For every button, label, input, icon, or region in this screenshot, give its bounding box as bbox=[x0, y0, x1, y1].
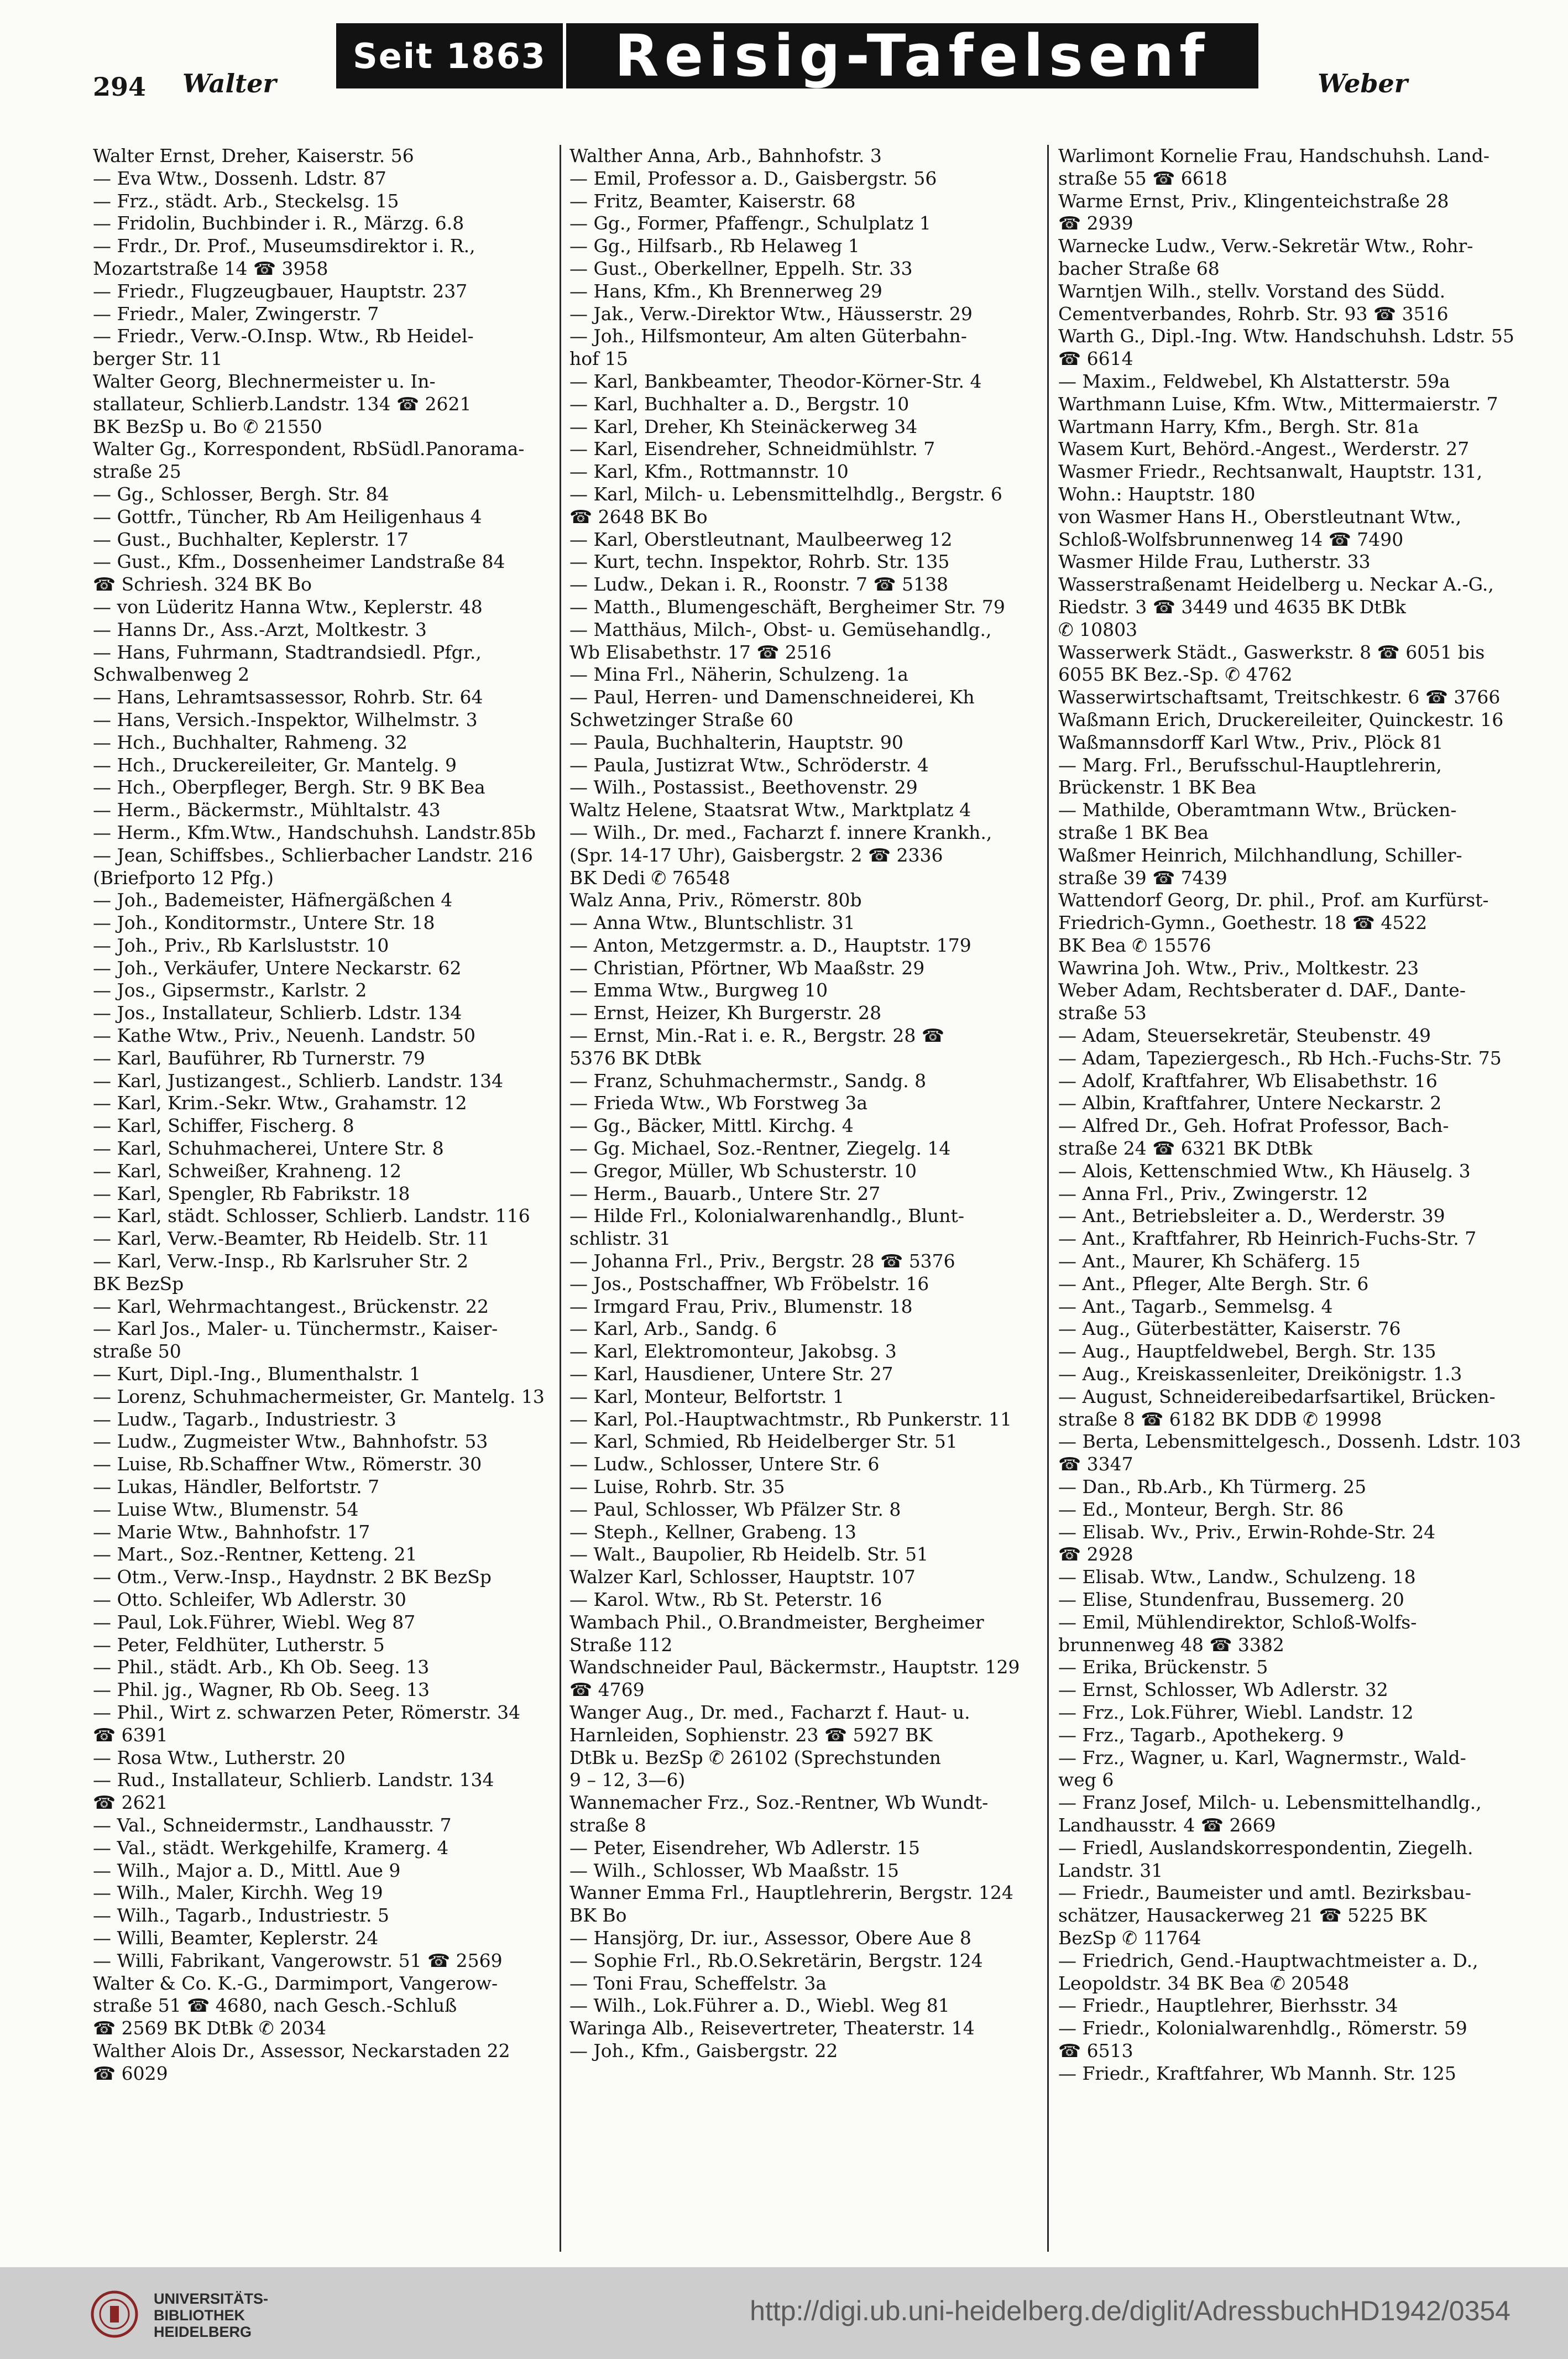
directory-entry: — Gg., Hilfsarb., Rb Helaweg 1 bbox=[569, 235, 860, 257]
directory-entry: — Ludw., Schlosser, Untere Str. 6 bbox=[569, 1453, 880, 1475]
directory-entry: — Berta, Lebensmittelgesch., Dossenh. Ldstr. 103 bbox=[1058, 1431, 1522, 1453]
directory-entry: — Karl, Pol.-Hauptwachtmstr., Rb Punkerstr. 11 bbox=[569, 1408, 1012, 1430]
directory-entry: Warme Ernst, Priv., Klingenteichstraße 28 bbox=[1058, 190, 1449, 212]
directory-entry: — Gg., Bäcker, Mittl. Kirchg. 4 bbox=[569, 1115, 854, 1137]
directory-entry: Friedrich-Gymn., Goethestr. 18 ☎ 4522 bbox=[1058, 912, 1428, 934]
directory-entry: — Christian, Pförtner, Wb Maaßstr. 29 bbox=[569, 957, 925, 979]
directory-entry: ☎ 2928 bbox=[1058, 1543, 1133, 1565]
directory-entry: — Friedl, Auslandskorrespondentin, Ziegelh. bbox=[1058, 1836, 1473, 1859]
directory-entry: — Dan., Rb.Arb., Kh Türmerg. 25 bbox=[1058, 1476, 1367, 1498]
directory-entry: — Karl, Milch- u. Lebensmittelhdlg., Bergstr. 6 bbox=[569, 483, 1002, 505]
directory-entry: Walz Anna, Priv., Römerstr. 80b bbox=[569, 889, 862, 911]
directory-entry: — Peter, Eisendreher, Wb Adlerstr. 15 bbox=[569, 1836, 921, 1859]
directory-entry: — Ernst, Min.-Rat i. e. R., Bergstr. 28 ☎ bbox=[569, 1025, 944, 1047]
directory-entry: straße 50 bbox=[93, 1340, 181, 1363]
directory-entry: — Joh., Konditormstr., Untere Str. 18 bbox=[93, 912, 435, 934]
directory-entry: — Irmgard Frau, Priv., Blumenstr. 18 bbox=[569, 1295, 913, 1317]
directory-entry: Wattendorf Georg, Dr. phil., Prof. am Kurfürst- bbox=[1058, 889, 1489, 911]
directory-entry: — Ludw., Tagarb., Industriestr. 3 bbox=[93, 1408, 396, 1430]
directory-entry: Riedstr. 3 ☎ 3449 und 4635 BK DtBk bbox=[1058, 596, 1406, 618]
directory-entry: — Paul, Lok.Führer, Wiebl. Weg 87 bbox=[93, 1611, 416, 1633]
directory-entry: — Rud., Installateur, Schlierb. Landstr. 134 bbox=[93, 1769, 494, 1791]
directory-entry: — Karl Jos., Maler- u. Tünchermstr., Kaiser- bbox=[93, 1318, 498, 1340]
directory-entry: — Karl, Buchhalter a. D., Bergstr. 10 bbox=[569, 393, 910, 415]
directory-entry: ☎ 6391 bbox=[93, 1724, 168, 1746]
directory-entry: — Friedrich, Gend.-Hauptwachtmeister a. D., bbox=[1058, 1949, 1478, 1971]
directory-entry: — Joh., Kfm., Gaisbergstr. 22 bbox=[569, 2039, 838, 2061]
directory-entry: Walther Anna, Arb., Bahnhofstr. 3 bbox=[569, 145, 882, 166]
directory-entry: — Kurt, Dipl.-Ing., Blumenthalstr. 1 bbox=[93, 1363, 421, 1385]
directory-entry: — Karl, Arb., Sandg. 6 bbox=[569, 1318, 777, 1340]
directory-entry: — Karl, Verw.-Insp., Rb Karlsruher Str. 2 bbox=[93, 1250, 469, 1272]
directory-entry: ☎ 2939 bbox=[1058, 212, 1133, 234]
directory-entry: — Ed., Monteur, Bergh. Str. 86 bbox=[1058, 1498, 1344, 1520]
directory-entry: — Frz., Tagarb., Apothekerg. 9 bbox=[1058, 1724, 1344, 1746]
directory-entry: Waringa Alb., Reisevertreter, Theaterstr. 14 bbox=[569, 2017, 975, 2039]
directory-entry: Wawrina Joh. Wtw., Priv., Moltkestr. 23 bbox=[1058, 957, 1419, 979]
directory-entry: — Karl, Oberstleutnant, Maulbeerweg 12 bbox=[569, 528, 953, 550]
directory-entry: — Gg. Michael, Soz.-Rentner, Ziegelg. 14 bbox=[569, 1137, 951, 1160]
directory-entry: — Herm., Bäckermstr., Mühltalstr. 43 bbox=[93, 799, 441, 821]
directory-entry: — Jos., Installateur, Schlierb. Ldstr. 134 bbox=[93, 1002, 462, 1024]
directory-entry: — Ant., Tagarb., Semmelsg. 4 bbox=[1058, 1295, 1333, 1317]
directory-entry: — Paula, Buchhalterin, Hauptstr. 90 bbox=[569, 731, 903, 753]
directory-entry: — Phil., städt. Arb., Kh Ob. Seeg. 13 bbox=[93, 1656, 430, 1678]
directory-entry: — Ant., Maurer, Kh Schäferg. 15 bbox=[1058, 1250, 1361, 1272]
directory-entry: Landhausstr. 4 ☎ 2669 bbox=[1058, 1814, 1276, 1836]
directory-entry: — Anna Frl., Priv., Zwingerstr. 12 bbox=[1058, 1182, 1368, 1204]
directory-entry: — Alois, Kettenschmied Wtw., Kh Häuselg. 3 bbox=[1058, 1160, 1471, 1182]
directory-entry: — Hans, Kfm., Kh Brennerweg 29 bbox=[569, 280, 882, 302]
directory-entry: — Franz, Schuhmachermstr., Sandg. 8 bbox=[569, 1069, 927, 1092]
directory-column-3 bbox=[1058, 145, 1534, 2085]
directory-entry: — Ant., Betriebsleiter a. D., Werderstr. 39 bbox=[1058, 1205, 1445, 1227]
directory-entry: — Herm., Kfm.Wtw., Handschuhsh. Landstr.85b bbox=[93, 821, 536, 843]
directory-entry: — Steph., Kellner, Grabeng. 13 bbox=[569, 1521, 856, 1543]
directory-entry: ☎ 3347 bbox=[1058, 1453, 1133, 1475]
directory-entry: Walzer Karl, Schlosser, Hauptstr. 107 bbox=[569, 1566, 916, 1588]
directory-entry: brunnenweg 48 ☎ 3382 bbox=[1058, 1633, 1284, 1656]
directory-entry: bacher Straße 68 bbox=[1058, 257, 1220, 279]
directory-entry: — Jak., Verw.-Direktor Wtw., Häusserstr. 29 bbox=[569, 302, 973, 325]
directory-entry: — Aug., Güterbestätter, Kaiserstr. 76 bbox=[1058, 1318, 1401, 1340]
directory-entry: — Elise, Stundenfrau, Bussemerg. 20 bbox=[1058, 1589, 1404, 1610]
directory-entry: weg 6 bbox=[1058, 1769, 1114, 1791]
directory-entry: — Franz Josef, Milch- u. Lebensmittelhandlg., bbox=[1058, 1792, 1482, 1814]
directory-entry: — Hch., Oberpfleger, Bergh. Str. 9 BK Bea bbox=[93, 776, 485, 798]
directory-entry: — Luise Wtw., Blumenstr. 54 bbox=[93, 1498, 359, 1520]
directory-entry: — von Lüderitz Hanna Wtw., Keplerstr. 48 bbox=[93, 596, 483, 618]
directory-entry: BezSp ✆ 11764 bbox=[1058, 1927, 1201, 1949]
directory-entry: — Frz., Lok.Führer, Wiebl. Landstr. 12 bbox=[1058, 1701, 1414, 1723]
directory-entry: — Ant., Pfleger, Alte Bergh. Str. 6 bbox=[1058, 1272, 1369, 1295]
directory-entry: — Friedr., Kraftfahrer, Wb Mannh. Str. 125 bbox=[1058, 2062, 1456, 2084]
directory-entry: ☎ 6614 bbox=[1058, 348, 1133, 370]
directory-entry: ☎ 6513 bbox=[1058, 2039, 1133, 2061]
page-number: 294 bbox=[93, 72, 147, 102]
directory-entry: Walter & Co. K.-G., Darmimport, Vangerow- bbox=[93, 1972, 498, 1994]
directory-entry: stallateur, Schlierb.Landstr. 134 ☎ 2621 bbox=[93, 393, 472, 415]
directory-entry: BK Dedi ✆ 76548 bbox=[569, 867, 730, 889]
directory-entry: — Alfred Dr., Geh. Hofrat Professor, Bach- bbox=[1058, 1115, 1449, 1137]
directory-entry: — Gg., Schlosser, Bergh. Str. 84 bbox=[93, 483, 389, 505]
directory-entry: — Ernst, Heizer, Kh Burgerstr. 28 bbox=[569, 1002, 882, 1024]
directory-entry: — Karl, Bauführer, Rb Turnerstr. 79 bbox=[93, 1047, 425, 1069]
directory-entry: straße 1 BK Bea bbox=[1058, 821, 1209, 843]
directory-entry: Wasmer Hilde Frau, Lutherstr. 33 bbox=[1058, 551, 1371, 573]
directory-entry: — Karl, Spengler, Rb Fabrikstr. 18 bbox=[93, 1182, 410, 1204]
directory-entry: — Karol. Wtw., Rb St. Peterstr. 16 bbox=[569, 1589, 882, 1610]
directory-entry: — Adam, Steuersekretär, Steubenstr. 49 bbox=[1058, 1025, 1431, 1047]
directory-entry: — August, Schneidereibedarfsartikel, Brücken- bbox=[1058, 1385, 1496, 1407]
directory-entry: — Peter, Feldhüter, Lutherstr. 5 bbox=[93, 1633, 385, 1656]
directory-entry: — Wilh., Tagarb., Industriestr. 5 bbox=[93, 1904, 389, 1927]
directory-entry: ☎ Schriesh. 324 BK Bo bbox=[93, 573, 312, 596]
column-rule bbox=[1047, 145, 1049, 2252]
directory-entry: Walter Ernst, Dreher, Kaiserstr. 56 bbox=[93, 145, 414, 166]
directory-entry: straße 25 bbox=[93, 461, 181, 483]
directory-entry: — Ludw., Zugmeister Wtw., Bahnhofstr. 53 bbox=[93, 1431, 488, 1453]
directory-entry: — Emma Wtw., Burgweg 10 bbox=[569, 979, 828, 1001]
directory-entry: — Herm., Bauarb., Untere Str. 27 bbox=[569, 1182, 881, 1204]
directory-entry: — Willi, Fabrikant, Vangerowstr. 51 ☎ 2569 bbox=[93, 1949, 503, 1971]
directory-entry: — Karl, Dreher, Kh Steinäckerweg 34 bbox=[569, 415, 918, 437]
directory-entry: (Briefporto 12 Pfg.) bbox=[93, 867, 274, 889]
directory-entry: — Eva Wtw., Dossenh. Ldstr. 87 bbox=[93, 167, 386, 189]
advertisement-banner bbox=[336, 23, 1258, 88]
banner-brand: Reisig-Tafelsenf bbox=[614, 22, 1210, 90]
directory-entry: — Frz., Wagner, u. Karl, Wagnermstr., Wald- bbox=[1058, 1746, 1466, 1768]
directory-entry: Straße 112 bbox=[569, 1633, 673, 1656]
directory-entry: schlistr. 31 bbox=[569, 1228, 671, 1250]
directory-entry: — Wilh., Postassist., Beethovenstr. 29 bbox=[569, 776, 918, 798]
directory-entry: — Mathilde, Oberamtmann Wtw., Brücken- bbox=[1058, 799, 1457, 821]
directory-entry: — Karl, Monteur, Belfortstr. 1 bbox=[569, 1385, 844, 1407]
directory-entry: — Adolf, Kraftfahrer, Wb Elisabethstr. 16 bbox=[1058, 1069, 1438, 1092]
directory-entry: — Hansjörg, Dr. iur., Assessor, Obere Aue 8 bbox=[569, 1927, 971, 1949]
directory-entry: hof 15 bbox=[569, 348, 628, 370]
directory-entry: — Hans, Versich.-Inspektor, Wilhelmstr. 3 bbox=[93, 708, 478, 730]
directory-entry: — Erika, Brückenstr. 5 bbox=[1058, 1656, 1268, 1678]
directory-entry: — Gust., Kfm., Dossenheimer Landstraße 84 bbox=[93, 551, 505, 573]
directory-entry: — Jos., Gipsermstr., Karlstr. 2 bbox=[93, 979, 367, 1001]
university-seal-icon bbox=[90, 2289, 139, 2339]
directory-entry: 9 – 12, 3—6) bbox=[569, 1769, 686, 1791]
directory-entry: — Mart., Soz.-Rentner, Ketteng. 21 bbox=[93, 1543, 417, 1565]
directory-entry: BK Bea ✆ 15576 bbox=[1058, 934, 1211, 956]
directory-entry: — Hans, Fuhrmann, Stadtrandsiedl. Pfgr., bbox=[93, 641, 482, 663]
directory-entry: — Karl, Schiffer, Fischerg. 8 bbox=[93, 1115, 354, 1137]
directory-entry: Warthmann Luise, Kfm. Wtw., Mittermaierstr. 7 bbox=[1058, 393, 1498, 415]
directory-entry: ☎ 4769 bbox=[569, 1679, 645, 1701]
directory-entry: — Friedr., Verw.-O.Insp. Wtw., Rb Heidel- bbox=[93, 325, 474, 347]
running-head-left: Walter bbox=[182, 69, 276, 98]
directory-entry: — Paul, Schlosser, Wb Pfälzer Str. 8 bbox=[569, 1498, 901, 1520]
directory-entry: — Willi, Beamter, Keplerstr. 24 bbox=[93, 1927, 379, 1949]
banner-since: Seit 1863 bbox=[336, 23, 566, 88]
source-url[interactable]: http://digi.ub.uni-heidelberg.de/diglit/AdressbuchHD1942/0354 bbox=[750, 2295, 1510, 2326]
directory-entry: schätzer, Hausackerweg 21 ☎ 5225 BK bbox=[1058, 1904, 1427, 1927]
directory-entry: — Karl, Bankbeamter, Theodor-Körner-Str. 4 bbox=[569, 370, 982, 392]
directory-entry: — Friedr., Kolonialwarenhdlg., Römerstr. 59 bbox=[1058, 2017, 1467, 2039]
directory-entry: Wasmer Friedr., Rechtsanwalt, Hauptstr. 131, bbox=[1058, 461, 1483, 483]
directory-entry: 6055 BK Bez.-Sp. ✆ 4762 bbox=[1058, 664, 1293, 686]
directory-entry: Warth G., Dipl.-Ing. Wtw. Handschuhsh. Ldstr. 55 bbox=[1058, 325, 1514, 347]
directory-entry: Walter Georg, Blechnermeister u. In- bbox=[93, 370, 436, 392]
directory-entry: Landstr. 31 bbox=[1058, 1859, 1163, 1881]
directory-entry: — Emil, Professor a. D., Gaisbergstr. 56 bbox=[569, 167, 937, 189]
directory-entry: straße 51 ☎ 4680, nach Gesch.-Schluß bbox=[93, 1995, 457, 2017]
directory-entry: — Karl, Krim.-Sekr. Wtw., Grahamstr. 12 bbox=[93, 1092, 467, 1114]
directory-entry: — Otto. Schleifer, Wb Adlerstr. 30 bbox=[93, 1589, 406, 1610]
directory-entry: — Paula, Justizrat Wtw., Schröderstr. 4 bbox=[569, 754, 929, 776]
institution-line: BIBLIOTHEK bbox=[154, 2307, 245, 2324]
directory-entry: Cementverbandes, Rohrb. Str. 93 ☎ 3516 bbox=[1058, 302, 1449, 325]
directory-entry: Wanger Aug., Dr. med., Facharzt f. Haut- u. bbox=[569, 1701, 970, 1723]
directory-entry: straße 8 ☎ 6182 BK DDB ✆ 19998 bbox=[1058, 1408, 1382, 1430]
directory-entry: — Karl, Eisendreher, Schneidmühlstr. 7 bbox=[569, 438, 935, 460]
directory-entry: Wb Elisabethstr. 17 ☎ 2516 bbox=[569, 641, 832, 663]
institution-name bbox=[154, 2290, 268, 2340]
directory-entry: — Maxim., Feldwebel, Kh Alstatterstr. 59a bbox=[1058, 370, 1450, 392]
directory-entry: Schloß-Wolfsbrunnenweg 14 ☎ 7490 bbox=[1058, 528, 1404, 550]
directory-entry: — Albin, Kraftfahrer, Untere Neckarstr. 2 bbox=[1058, 1092, 1442, 1114]
directory-entry: — Aug., Kreiskassenleiter, Dreikönigstr. 1.3 bbox=[1058, 1363, 1462, 1385]
directory-entry: — Gottfr., Tüncher, Rb Am Heiligenhaus 4 bbox=[93, 505, 482, 528]
directory-entry: Schwetzinger Straße 60 bbox=[569, 708, 793, 730]
directory-entry: 5376 BK DtBk bbox=[569, 1047, 701, 1069]
directory-entry: — Hans, Lehramtsassessor, Rohrb. Str. 64 bbox=[93, 686, 483, 708]
directory-entry: Wohn.: Hauptstr. 180 bbox=[1058, 483, 1256, 505]
directory-entry: Waßmann Erich, Druckereileiter, Quinckestr. 16 bbox=[1058, 708, 1504, 730]
directory-entry: — Phil., Wirt z. schwarzen Peter, Römerstr. 34 bbox=[93, 1701, 521, 1723]
directory-entry: — Frieda Wtw., Wb Forstweg 3a bbox=[569, 1092, 868, 1114]
directory-entry: — Karl, Hausdiener, Untere Str. 27 bbox=[569, 1363, 893, 1385]
directory-entry: — Phil. jg., Wagner, Rb Ob. Seeg. 13 bbox=[93, 1679, 430, 1701]
directory-entry: Wasserwirtschaftsamt, Treitschkestr. 6 ☎ 3766 bbox=[1058, 686, 1501, 708]
directory-entry: Mozartstraße 14 ☎ 3958 bbox=[93, 257, 328, 279]
directory-entry: — Luise, Rohrb. Str. 35 bbox=[569, 1476, 785, 1498]
directory-column-1 bbox=[93, 145, 568, 2085]
directory-entry: von Wasmer Hans H., Oberstleutnant Wtw., bbox=[1058, 505, 1462, 528]
directory-entry: — Val., Schneidermstr., Landhausstr. 7 bbox=[93, 1814, 452, 1836]
directory-entry: Weber Adam, Rechtsberater d. DAF., Dante- bbox=[1058, 979, 1466, 1001]
directory-entry: Warnecke Ludw., Verw.-Sekretär Wtw., Rohr- bbox=[1058, 235, 1473, 257]
directory-entry: — Marie Wtw., Bahnhofstr. 17 bbox=[93, 1521, 370, 1543]
directory-entry: — Ernst, Schlosser, Wb Adlerstr. 32 bbox=[1058, 1679, 1388, 1701]
directory-entry: straße 55 ☎ 6618 bbox=[1058, 167, 1227, 189]
directory-entry: — Karl, Justizangest., Schlierb. Landstr. 134 bbox=[93, 1069, 504, 1092]
directory-entry: Wannemacher Frz., Soz.-Rentner, Wb Wundt- bbox=[569, 1792, 989, 1814]
directory-entry: — Aug., Hauptfeldwebel, Bergh. Str. 135 bbox=[1058, 1340, 1436, 1363]
directory-entry: — Lorenz, Schuhmachermeister, Gr. Mantelg. 13 bbox=[93, 1385, 545, 1407]
directory-entry: Schwalbenweg 2 bbox=[93, 664, 250, 686]
directory-entry: — Karl, städt. Schlosser, Schlierb. Landstr. 116 bbox=[93, 1205, 530, 1227]
directory-entry: Wartmann Harry, Kfm., Bergh. Str. 81a bbox=[1058, 415, 1419, 437]
directory-entry: — Joh., Priv., Rb Karlsluststr. 10 bbox=[93, 934, 389, 956]
directory-entry: BK BezSp u. Bo ✆ 21550 bbox=[93, 415, 322, 437]
directory-entry: — Hch., Druckereileiter, Gr. Mantelg. 9 bbox=[93, 754, 457, 776]
directory-entry: — Otm., Verw.-Insp., Haydnstr. 2 BK BezSp bbox=[93, 1566, 492, 1588]
directory-entry: — Emil, Mühlendirektor, Schloß-Wolfs- bbox=[1058, 1611, 1417, 1633]
directory-entry: Leopoldstr. 34 BK Bea ✆ 20548 bbox=[1058, 1972, 1350, 1994]
directory-entry: — Wilh., Lok.Führer a. D., Wiebl. Weg 81 bbox=[569, 1995, 950, 2017]
directory-entry: — Mina Frl., Näherin, Schulzeng. 1a bbox=[569, 664, 908, 686]
directory-entry: (Spr. 14-17 Uhr), Gaisbergstr. 2 ☎ 2336 bbox=[569, 844, 943, 866]
directory-entry: — Wilh., Schlosser, Wb Maaßstr. 15 bbox=[569, 1859, 899, 1881]
directory-entry: — Elisab. Wtw., Landw., Schulzeng. 18 bbox=[1058, 1566, 1416, 1588]
directory-entry: — Anton, Metzgermstr. a. D., Hauptstr. 179 bbox=[569, 934, 971, 956]
directory-entry: ✆ 10803 bbox=[1058, 618, 1138, 640]
directory-entry: — Jean, Schiffsbes., Schlierbacher Landstr. 216 bbox=[93, 844, 533, 866]
directory-entry: — Gust., Buchhalter, Keplerstr. 17 bbox=[93, 528, 409, 550]
directory-entry: straße 8 bbox=[569, 1814, 646, 1836]
directory-entry: Walther Alois Dr., Assessor, Neckarstaden 22 bbox=[93, 2039, 510, 2061]
directory-entry: Warntjen Wilh., stellv. Vorstand des Südd. bbox=[1058, 280, 1446, 302]
directory-entry: — Jos., Postschaffner, Wb Fröbelstr. 16 bbox=[569, 1272, 929, 1295]
directory-entry: — Luise, Rb.Schaffner Wtw., Römerstr. 30 bbox=[93, 1453, 482, 1475]
directory-entry: straße 24 ☎ 6321 BK DtBk bbox=[1058, 1137, 1313, 1160]
directory-entry: — Kurt, techn. Inspektor, Rohrb. Str. 135 bbox=[569, 551, 950, 573]
directory-entry: — Frdr., Dr. Prof., Museumsdirektor i. R., bbox=[93, 235, 475, 257]
directory-entry: Wambach Phil., O.Brandmeister, Bergheimer bbox=[569, 1611, 984, 1633]
directory-entry: — Hanns Dr., Ass.-Arzt, Moltkestr. 3 bbox=[93, 618, 427, 640]
directory-entry: ☎ 6029 bbox=[93, 2062, 168, 2084]
directory-entry: — Friedr., Baumeister und amtl. Bezirksbau- bbox=[1058, 1882, 1472, 1904]
directory-entry: berger Str. 11 bbox=[93, 348, 223, 370]
directory-entry: — Friedr., Hauptlehrer, Bierhsstr. 34 bbox=[1058, 1995, 1398, 2017]
directory-entry: straße 39 ☎ 7439 bbox=[1058, 867, 1227, 889]
directory-entry: straße 53 bbox=[1058, 1002, 1147, 1024]
directory-entry: — Toni Frau, Scheffelstr. 3a bbox=[569, 1972, 827, 1994]
institution-line: UNIVERSITÄTS- bbox=[154, 2290, 269, 2307]
directory-entry: — Karl, Verw.-Beamter, Rb Heidelb. Str. 11 bbox=[93, 1228, 490, 1250]
directory-entry: — Paul, Herren- und Damenschneiderei, Kh bbox=[569, 686, 975, 708]
directory-entry: — Ant., Kraftfahrer, Rb Heinrich-Fuchs-Str. 7 bbox=[1058, 1228, 1477, 1250]
directory-entry: — Wilh., Maler, Kirchh. Weg 19 bbox=[93, 1882, 383, 1904]
directory-entry: Brückenstr. 1 BK Bea bbox=[1058, 776, 1257, 798]
directory-entry: — Hch., Buchhalter, Rahmeng. 32 bbox=[93, 731, 407, 753]
directory-entry: Wasserstraßenamt Heidelberg u. Neckar A.-G., bbox=[1058, 573, 1494, 596]
directory-entry: — Fritz, Beamter, Kaiserstr. 68 bbox=[569, 190, 856, 212]
directory-entry: — Wilh., Major a. D., Mittl. Aue 9 bbox=[93, 1859, 401, 1881]
directory-entry: — Elisab. Wv., Priv., Erwin-Rohde-Str. 24 bbox=[1058, 1521, 1436, 1543]
directory-entry: — Joh., Verkäufer, Untere Neckarstr. 62 bbox=[93, 957, 462, 979]
directory-entry: — Frz., städt. Arb., Steckelsg. 15 bbox=[93, 190, 399, 212]
directory-entry: ☎ 2569 BK DtBk ✆ 2034 bbox=[93, 2017, 327, 2039]
directory-entry: — Matthäus, Milch-, Obst- u. Gemüsehandlg., bbox=[569, 618, 992, 640]
directory-entry: — Marg. Frl., Berufsschul-Hauptlehrerin, bbox=[1058, 754, 1442, 776]
directory-entry: Harnleiden, Sophienstr. 23 ☎ 5927 BK bbox=[569, 1724, 932, 1746]
directory-entry: — Friedr., Maler, Zwingerstr. 7 bbox=[93, 302, 379, 325]
directory-entry: — Wilh., Dr. med., Facharzt f. innere Krankh., bbox=[569, 821, 992, 843]
directory-entry: — Sophie Frl., Rb.O.Sekretärin, Bergstr. 124 bbox=[569, 1949, 983, 1971]
directory-entry: — Rosa Wtw., Lutherstr. 20 bbox=[93, 1746, 346, 1768]
directory-entry: — Anna Wtw., Bluntschlistr. 31 bbox=[569, 912, 855, 934]
directory-entry: Wandschneider Paul, Bäckermstr., Hauptstr. 129 bbox=[569, 1656, 1020, 1678]
directory-entry: Waßmer Heinrich, Milchhandlung, Schiller- bbox=[1058, 844, 1462, 866]
directory-entry: — Friedr., Flugzeugbauer, Hauptstr. 237 bbox=[93, 280, 468, 302]
directory-entry: — Gregor, Müller, Wb Schusterstr. 10 bbox=[569, 1160, 917, 1182]
directory-entry: — Gust., Oberkellner, Eppelh. Str. 33 bbox=[569, 257, 913, 279]
directory-entry: DtBk u. BezSp ✆ 26102 (Sprechstunden bbox=[569, 1746, 941, 1768]
directory-entry: — Karl, Schweißer, Krahneng. 12 bbox=[93, 1160, 401, 1182]
directory-column-2 bbox=[569, 145, 1045, 2063]
directory-entry: Warlimont Kornelie Frau, Handschuhsh. Land- bbox=[1058, 145, 1489, 166]
directory-entry: — Joh., Hilfsmonteur, Am alten Güterbahn- bbox=[569, 325, 967, 347]
running-head-right: Weber bbox=[1318, 69, 1408, 98]
directory-entry: — Karl, Schuhmacherei, Untere Str. 8 bbox=[93, 1137, 444, 1160]
directory-entry: — Karl, Elektromonteur, Jakobsg. 3 bbox=[569, 1340, 897, 1363]
directory-entry: — Karl, Wehrmachtangest., Brückenstr. 22 bbox=[93, 1295, 489, 1317]
directory-entry: Walter Gg., Korrespondent, RbSüdl.Panorama- bbox=[93, 438, 525, 460]
directory-entry: BK BezSp bbox=[93, 1272, 184, 1295]
directory-entry: Wasserwerk Städt., Gaswerkstr. 8 ☎ 6051 bis bbox=[1058, 641, 1485, 663]
directory-entry: — Adam, Tapeziergesch., Rb Hch.-Fuchs-Str. 75 bbox=[1058, 1047, 1502, 1069]
directory-entry: Wanner Emma Frl., Hauptlehrerin, Bergstr. 124 bbox=[569, 1882, 1013, 1904]
directory-entry: — Matth., Blumengeschäft, Bergheimer Str. 79 bbox=[569, 596, 1005, 618]
directory-entry: — Ludw., Dekan i. R., Roonstr. 7 ☎ 5138 bbox=[569, 573, 949, 596]
directory-entry: Waßmannsdorff Karl Wtw., Priv., Plöck 81 bbox=[1058, 731, 1444, 753]
directory-entry: — Fridolin, Buchbinder i. R., Märzg. 6.8 bbox=[93, 212, 464, 234]
directory-entry: — Walt., Baupolier, Rb Heidelb. Str. 51 bbox=[569, 1543, 929, 1565]
directory-entry: — Karl, Kfm., Rottmannstr. 10 bbox=[569, 461, 849, 483]
directory-entry: — Johanna Frl., Priv., Bergstr. 28 ☎ 5376 bbox=[569, 1250, 955, 1272]
directory-entry: — Joh., Bademeister, Häfnergäßchen 4 bbox=[93, 889, 453, 911]
directory-entry: — Lukas, Händler, Belfortstr. 7 bbox=[93, 1476, 380, 1498]
directory-entry: — Hilde Frl., Kolonialwarenhandlg., Blunt- bbox=[569, 1205, 964, 1227]
institution-line: HEIDELBERG bbox=[154, 2324, 252, 2340]
directory-entry: — Val., städt. Werkgehilfe, Kramerg. 4 bbox=[93, 1836, 449, 1859]
directory-entry: — Gg., Former, Pfaffengr., Schulplatz 1 bbox=[569, 212, 931, 234]
directory-entry: ☎ 2621 bbox=[93, 1792, 168, 1814]
directory-entry: Waltz Helene, Staatsrat Wtw., Marktplatz 4 bbox=[569, 799, 971, 821]
directory-entry: — Kathe Wtw., Priv., Neuenh. Landstr. 50 bbox=[93, 1025, 476, 1047]
directory-entry: — Karl, Schmied, Rb Heidelberger Str. 51 bbox=[569, 1431, 958, 1453]
directory-entry: Wasem Kurt, Behörd.-Angest., Werderstr. 27 bbox=[1058, 438, 1470, 460]
directory-entry: BK Bo bbox=[569, 1904, 627, 1927]
directory-entry: ☎ 2648 BK Bo bbox=[569, 505, 708, 528]
